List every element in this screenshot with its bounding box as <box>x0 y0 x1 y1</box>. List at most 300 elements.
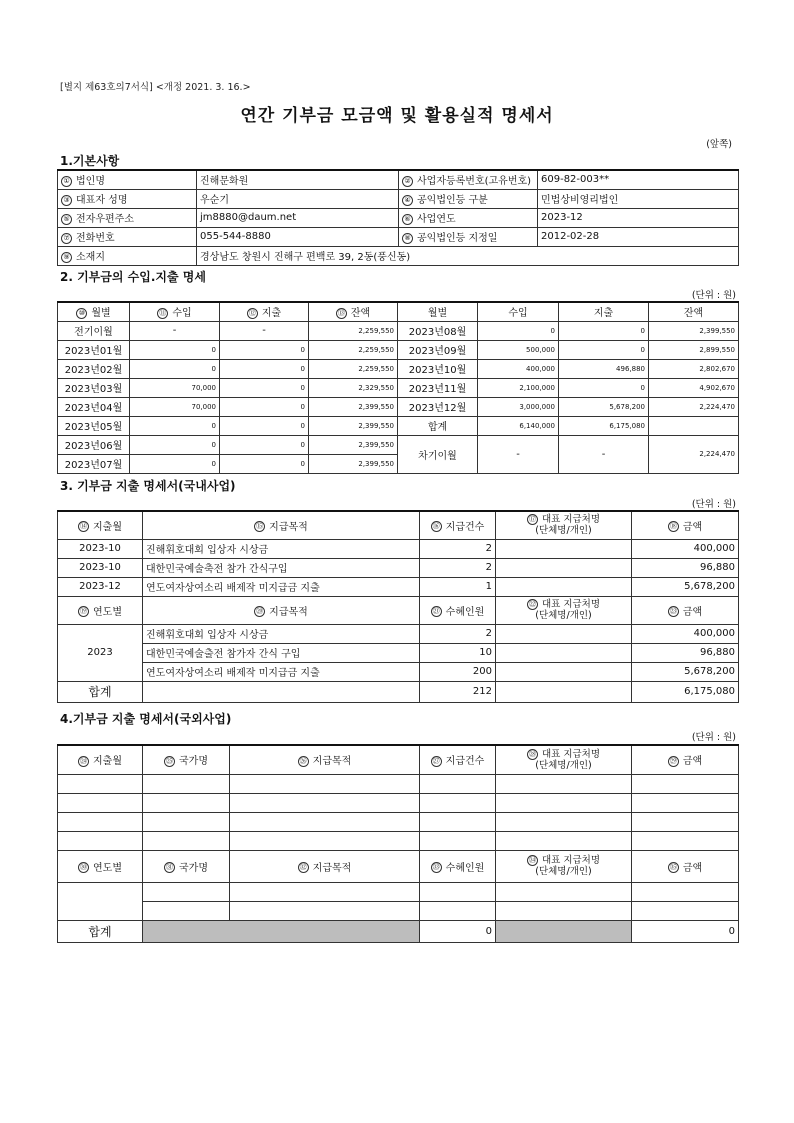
income-in-2: 500,000 <box>478 340 559 359</box>
for-header-month-label: 지출월 <box>93 756 122 768</box>
basic-label <box>58 227 197 246</box>
dom-recipients: 200 <box>420 662 496 681</box>
foreign-row <box>58 812 739 831</box>
section-income-title: 2. 기부금의 수입.지출 명세 <box>60 270 206 284</box>
dom-amount: 96,880 <box>632 558 739 577</box>
dom-recipients: 10 <box>420 643 496 662</box>
income-month: 전기이월 <box>58 321 130 340</box>
section-domestic-title: 3. 기부금 지출 명세서(국내사업) <box>60 479 236 493</box>
income-in-2: 400,000 <box>478 359 559 378</box>
circled-number: ㉛ <box>166 863 173 871</box>
income-header-out <box>220 302 309 321</box>
for-header-rep-2 <box>496 850 632 882</box>
section-foreign-title: 4.기부금 지출 명세서(국외사업) <box>60 712 232 726</box>
for-cell <box>143 882 230 901</box>
income-out-2: 0 <box>559 378 649 397</box>
income-header-out-2: 지출 <box>559 302 649 321</box>
income-out: 0 <box>220 435 309 454</box>
income-out: 0 <box>220 359 309 378</box>
income-in: 70,000 <box>130 397 220 416</box>
circled-number: ⑱ <box>669 522 677 531</box>
income-balance: 2,399,550 <box>309 397 398 416</box>
for-year <box>58 882 143 920</box>
basic-label-label: 사업자등록번호(고유번호) <box>417 176 532 188</box>
for-header-amount-2-label: 금액 <box>682 862 703 874</box>
basic-label-label: 공익법인등 지정일 <box>417 233 498 244</box>
basic-value: 진해문화원 <box>197 170 399 189</box>
for-cell <box>58 831 143 850</box>
foreign-year-row <box>58 882 739 901</box>
income-header-month-label: 월별 <box>91 308 111 320</box>
income-row <box>58 321 739 340</box>
income-header-month-2: 월별 <box>398 302 478 321</box>
income-balance-2: 4,902,670 <box>649 378 739 397</box>
domestic-unit: (단위 : 원) <box>691 499 736 510</box>
dom-total-amount: 6,175,080 <box>632 681 739 702</box>
circled-number: ㉜ <box>299 863 307 871</box>
income-month: 2023년05월 <box>58 416 130 435</box>
for-header-rep-line1: 대표 지급처명 <box>541 748 601 760</box>
income-month-2: 2023년10월 <box>398 359 478 378</box>
carry-in: - <box>478 435 559 473</box>
dom-header-count-label: 지급건수 <box>445 521 485 533</box>
dom-total-purpose <box>143 681 420 702</box>
for-header-purpose-2 <box>230 850 420 882</box>
for-cell <box>420 793 496 812</box>
domestic-total-row <box>58 681 739 702</box>
income-header-balance <box>309 302 398 321</box>
basic-row-address <box>58 246 739 265</box>
for-header-rep <box>496 745 632 774</box>
circled-number: ⑦ <box>61 233 72 244</box>
dom-header-purpose <box>143 511 420 539</box>
dom-count: 2 <box>420 539 496 558</box>
foreign-unit: (단위 : 원) <box>691 732 736 743</box>
dom-header-purpose-label: 지급목적 <box>269 521 308 533</box>
circled-number: ㉒ <box>528 600 536 608</box>
circled-number: ④ <box>402 195 413 206</box>
income-in: 0 <box>130 435 220 454</box>
dom-total-label: 합계 <box>58 681 143 702</box>
income-month: 2023년07월 <box>58 454 130 473</box>
basic-row <box>58 170 739 189</box>
carry-out: - <box>559 435 649 473</box>
circled-number: ③ <box>61 195 72 206</box>
income-in: 0 <box>130 416 220 435</box>
dom-rep-2 <box>496 662 632 681</box>
domestic-row <box>58 577 739 596</box>
income-header-balance-2: 잔액 <box>649 302 739 321</box>
income-month: 2023년04월 <box>58 397 130 416</box>
for-total-amount: 0 <box>632 920 739 942</box>
income-header-balance-label: 잔액 <box>350 308 371 320</box>
basic-value: 민법상비영리법인 <box>538 189 739 208</box>
income-out-2: 0 <box>559 321 649 340</box>
basic-label-label: 전자우편주소 <box>76 214 134 225</box>
for-cell <box>230 812 420 831</box>
income-out-2: 496,880 <box>559 359 649 378</box>
for-header-purpose-2-label: 지급목적 <box>312 862 352 874</box>
dom-header-purpose-2-label: 지급목적 <box>269 606 308 618</box>
income-header-in <box>130 302 220 321</box>
basic-row <box>58 227 739 246</box>
income-month-2: 합계 <box>398 416 478 435</box>
circled-number: ⑫ <box>248 308 256 317</box>
income-out: 0 <box>220 378 309 397</box>
document-title: 연간 기부금 모금액 및 활용실적 명세서 <box>240 106 554 126</box>
for-cell <box>496 812 632 831</box>
for-header-amount-label: 금액 <box>682 756 703 768</box>
address-label-label: 소재지 <box>76 252 105 263</box>
for-header-amount <box>632 745 739 774</box>
for-cell <box>496 901 632 920</box>
form-number: [별지 제63호의7서식] <개정 2021. 3. 16.> <box>60 82 251 93</box>
dom-total-count: 212 <box>420 681 496 702</box>
dom-amount-2: 400,000 <box>632 624 739 643</box>
basic-label <box>399 208 538 227</box>
basic-label-label: 법인명 <box>76 176 105 188</box>
for-cell <box>632 882 739 901</box>
circled-number: ⑪ <box>159 308 167 317</box>
address-label <box>58 246 197 265</box>
income-out: 0 <box>220 397 309 416</box>
for-cell <box>230 831 420 850</box>
for-header-amount-2 <box>632 850 739 882</box>
foreign-table <box>57 744 739 943</box>
for-total-count: 0 <box>420 920 496 942</box>
for-cell <box>632 793 739 812</box>
income-in-2: 2,100,000 <box>478 378 559 397</box>
domestic-header-row-2 <box>58 596 739 624</box>
dom-purpose-2: 진해휘호대회 입상자 시상금 <box>143 624 420 643</box>
circled-number: ㉝ <box>432 863 440 871</box>
income-month: 2023년03월 <box>58 378 130 397</box>
dom-header-rep-2 <box>496 596 632 624</box>
for-header-count-label: 지급건수 <box>445 756 485 768</box>
for-header-rep-line2: (단체명/개인) <box>535 759 592 771</box>
basic-label <box>399 227 538 246</box>
income-header-month <box>58 302 130 321</box>
for-header-country-label: 국가명 <box>179 756 208 768</box>
dom-rep <box>496 577 632 596</box>
income-month-2: 2023년12월 <box>398 397 478 416</box>
dom-header-purpose-2 <box>143 596 420 624</box>
dom-total-rep <box>496 681 632 702</box>
basic-label-label: 사업연도 <box>417 214 456 225</box>
basic-label-label: 대표자 성명 <box>76 195 128 206</box>
for-cell <box>420 831 496 850</box>
domestic-row <box>58 539 739 558</box>
dom-month: 2023-10 <box>58 539 143 558</box>
income-balance: 2,259,550 <box>309 359 398 378</box>
income-balance-2: 2,802,670 <box>649 359 739 378</box>
income-out-2: 0 <box>559 340 649 359</box>
circled-number: ㉔ <box>80 756 87 765</box>
dom-amount: 400,000 <box>632 539 739 558</box>
dom-header-recipients-label: 수혜인원 <box>445 606 485 618</box>
circled-number: ㉖ <box>299 756 307 765</box>
for-cell <box>230 774 420 793</box>
income-row <box>58 359 739 378</box>
circled-number: ㉕ <box>166 756 173 765</box>
for-cell <box>632 774 739 793</box>
basic-label-label: 전화번호 <box>76 233 115 244</box>
dom-month: 2023-12 <box>58 577 143 596</box>
dom-header-month-label: 지출월 <box>93 521 122 533</box>
for-header-country <box>143 745 230 774</box>
income-in-2: 6,140,000 <box>478 416 559 435</box>
dom-header-rep-line2: (단체명/개인) <box>535 525 592 537</box>
basic-label <box>399 189 538 208</box>
circled-number: ⑤ <box>61 214 72 225</box>
basic-label <box>58 208 197 227</box>
dom-purpose: 진해휘호대회 입상자 시상금 <box>143 539 420 558</box>
for-cell <box>496 882 632 901</box>
section-basic-title: 1.기본사항 <box>60 154 120 168</box>
circled-number: ㉗ <box>432 756 440 765</box>
basic-value: 2023-12 <box>538 208 739 227</box>
income-in-2: 3,000,000 <box>478 397 559 416</box>
income-balance: 2,259,550 <box>309 321 398 340</box>
dom-amount-2: 5,678,200 <box>632 662 739 681</box>
for-cell <box>420 774 496 793</box>
dom-header-recipients <box>420 596 496 624</box>
for-header-purpose <box>230 745 420 774</box>
income-out: 0 <box>220 340 309 359</box>
income-balance: 2,259,550 <box>309 340 398 359</box>
circled-number: ㉞ <box>528 856 536 864</box>
dom-purpose-2: 대한민국예술출전 참가자 간식 구입 <box>143 643 420 662</box>
dom-rep-2 <box>496 643 632 662</box>
circled-number: ⑧ <box>402 233 413 244</box>
foreign-total-row <box>58 920 739 942</box>
income-balance-2 <box>649 416 739 435</box>
income-row <box>58 397 739 416</box>
dom-year: 2023 <box>58 624 143 681</box>
basic-value: jm8880@daum.net <box>197 208 399 227</box>
front-page-label: (앞쪽) <box>706 139 732 150</box>
income-row <box>58 378 739 397</box>
income-row <box>58 416 739 435</box>
income-in-2: 0 <box>478 321 559 340</box>
for-cell <box>420 901 496 920</box>
circled-number: ⑨ <box>61 252 72 263</box>
for-header-purpose-label: 지급목적 <box>312 756 352 768</box>
foreign-header-row-2 <box>58 850 739 882</box>
income-in: 0 <box>130 454 220 473</box>
income-in: 0 <box>130 340 220 359</box>
for-header-count <box>420 745 496 774</box>
circled-number: ㉚ <box>80 863 87 871</box>
income-month-2: 2023년09월 <box>398 340 478 359</box>
foreign-row <box>58 774 739 793</box>
for-header-country-2 <box>143 850 230 882</box>
basic-value: 우순기 <box>197 189 399 208</box>
domestic-year-row <box>58 662 739 681</box>
circled-number: ㉑ <box>432 607 440 615</box>
income-out-2: 5,678,200 <box>559 397 649 416</box>
for-cell <box>143 774 230 793</box>
basic-value: 609-82-003** <box>538 170 739 189</box>
income-in: 70,000 <box>130 378 220 397</box>
dom-rep <box>496 539 632 558</box>
for-cell <box>420 812 496 831</box>
for-cell <box>230 793 420 812</box>
income-out-2: 6,175,080 <box>559 416 649 435</box>
dom-header-rep-2-line1: 대표 지급처명 <box>541 599 601 610</box>
dom-header-amount-2 <box>632 596 739 624</box>
for-cell <box>496 793 632 812</box>
for-header-month <box>58 745 143 774</box>
dom-count: 1 <box>420 577 496 596</box>
income-table <box>57 301 739 474</box>
for-cell <box>632 812 739 831</box>
for-cell <box>143 812 230 831</box>
dom-header-month <box>58 511 143 539</box>
dom-header-count <box>420 511 496 539</box>
dom-header-rep <box>496 511 632 539</box>
for-cell <box>58 774 143 793</box>
for-cell <box>230 882 420 901</box>
basic-info-table <box>57 169 739 266</box>
circled-number: ② <box>402 176 413 187</box>
circled-number: ⑬ <box>337 308 345 317</box>
circled-number: ⑲ <box>80 607 87 615</box>
income-out: 0 <box>220 454 309 473</box>
circled-number: ⑳ <box>256 607 264 615</box>
for-cell <box>632 831 739 850</box>
income-balance-2: 2,399,550 <box>649 321 739 340</box>
income-month: 2023년02월 <box>58 359 130 378</box>
basic-label <box>399 170 538 189</box>
address-value: 경상남도 창원시 진해구 편백로 39, 2동(풍신동) <box>197 246 739 265</box>
dom-amount-2: 96,880 <box>632 643 739 662</box>
circled-number: ⑰ <box>528 515 536 524</box>
dom-header-rep-2-line2: (단체명/개인) <box>535 610 592 621</box>
basic-value: 055-544-8880 <box>197 227 399 246</box>
basic-row <box>58 208 739 227</box>
basic-label <box>58 170 197 189</box>
for-total-shaded <box>143 920 420 942</box>
dom-count: 2 <box>420 558 496 577</box>
income-out: 0 <box>220 416 309 435</box>
circled-number: ⑯ <box>432 522 440 531</box>
foreign-header-row <box>58 745 739 774</box>
circled-number: ㉓ <box>669 607 677 615</box>
basic-value: 2012-02-28 <box>538 227 739 246</box>
carry-label: 차기이월 <box>398 435 478 473</box>
for-cell <box>58 812 143 831</box>
dom-month: 2023-10 <box>58 558 143 577</box>
basic-label-label: 공익법인등 구분 <box>417 195 488 206</box>
income-unit: (단위 : 원) <box>691 290 736 301</box>
for-cell <box>143 793 230 812</box>
income-header-in-label: 수입 <box>172 308 192 320</box>
for-cell <box>420 882 496 901</box>
foreign-row <box>58 793 739 812</box>
domestic-row <box>58 558 739 577</box>
circled-number: ⑮ <box>256 522 264 531</box>
domestic-year-row <box>58 624 739 643</box>
income-balance: 2,399,550 <box>309 435 398 454</box>
dom-recipients: 2 <box>420 624 496 643</box>
income-row <box>58 435 739 454</box>
for-cell <box>143 831 230 850</box>
circled-number: ⑩ <box>76 308 87 319</box>
income-month-2: 2023년08월 <box>398 321 478 340</box>
for-header-recipients <box>420 850 496 882</box>
for-header-year-label: 연도별 <box>93 862 122 874</box>
domestic-header-row <box>58 511 739 539</box>
domestic-year-row <box>58 643 739 662</box>
income-header-out-label: 지출 <box>261 308 282 320</box>
income-in: 0 <box>130 359 220 378</box>
income-month: 2023년01월 <box>58 340 130 359</box>
for-total-label: 합계 <box>58 920 143 942</box>
for-total-shaded-2 <box>496 920 632 942</box>
for-header-year <box>58 850 143 882</box>
income-balance: 2,399,550 <box>309 454 398 473</box>
circled-number: ㉟ <box>669 863 677 871</box>
dom-header-amount-2-label: 금액 <box>682 606 703 618</box>
income-header-in-2: 수입 <box>478 302 559 321</box>
carry-balance: 2,224,470 <box>649 435 739 473</box>
foreign-year-row <box>58 901 739 920</box>
dom-rep <box>496 558 632 577</box>
dom-header-amount-label: 금액 <box>682 521 703 533</box>
income-header-row <box>58 302 739 321</box>
dom-rep-2 <box>496 624 632 643</box>
for-cell <box>143 901 230 920</box>
for-header-rep-2-line1: 대표 지급처명 <box>541 855 601 866</box>
dom-header-amount <box>632 511 739 539</box>
income-balance-2: 2,224,470 <box>649 397 739 416</box>
dom-header-year-label: 연도별 <box>93 606 122 618</box>
dom-purpose-2: 연도여자상여소리 배제작 미지급금 지출 <box>143 662 420 681</box>
domestic-table <box>57 510 739 703</box>
circled-number: ㉘ <box>528 749 536 758</box>
circled-number: ① <box>61 176 72 187</box>
dom-purpose: 대한민국예술축전 참가 간식구입 <box>143 558 420 577</box>
dom-header-year <box>58 596 143 624</box>
for-cell <box>632 901 739 920</box>
income-row <box>58 340 739 359</box>
dom-purpose: 연도여자상여소리 배제작 미지급금 지출 <box>143 577 420 596</box>
for-cell <box>58 793 143 812</box>
income-balance: 2,329,550 <box>309 378 398 397</box>
income-balance: 2,399,550 <box>309 416 398 435</box>
dom-amount: 5,678,200 <box>632 577 739 596</box>
income-out: - <box>220 321 309 340</box>
income-month: 2023년06월 <box>58 435 130 454</box>
for-header-rep-2-line2: (단체명/개인) <box>535 866 592 877</box>
circled-number: ㉙ <box>669 756 677 765</box>
for-header-recipients-label: 수혜인원 <box>445 862 485 874</box>
income-in: - <box>130 321 220 340</box>
foreign-row <box>58 831 739 850</box>
basic-row <box>58 189 739 208</box>
circled-number: ⑭ <box>80 522 87 531</box>
for-cell <box>230 901 420 920</box>
for-cell <box>496 774 632 793</box>
basic-label <box>58 189 197 208</box>
income-month-2: 2023년11월 <box>398 378 478 397</box>
for-header-country-2-label: 국가명 <box>179 862 208 874</box>
income-balance-2: 2,899,550 <box>649 340 739 359</box>
dom-header-rep-line1: 대표 지급처명 <box>541 514 601 526</box>
circled-number: ⑥ <box>402 214 413 225</box>
for-cell <box>496 831 632 850</box>
